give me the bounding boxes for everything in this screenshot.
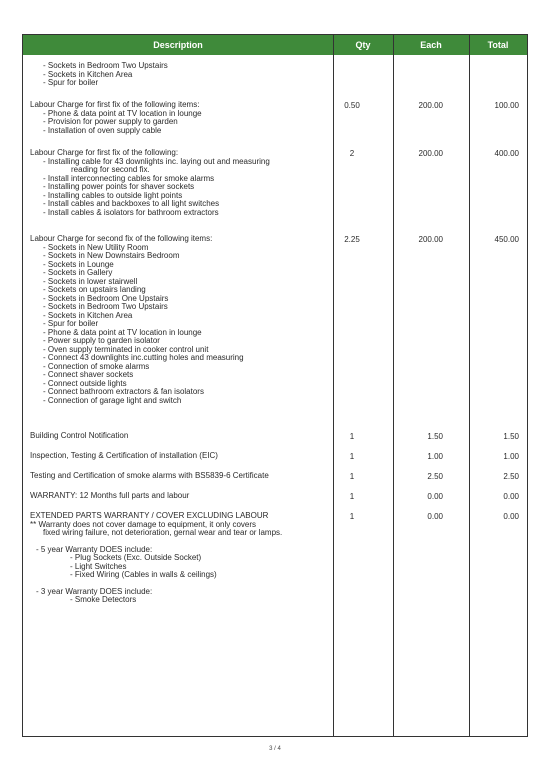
list-item: - Oven supply terminated in cooker control unit xyxy=(43,344,209,354)
row-title: Testing and Certification of smoke alarms with BS5839-6 Certificate xyxy=(30,471,269,480)
list-item: - Install interconnecting cables for smoke alarms xyxy=(43,173,215,183)
warranty-note: ** Warranty does not cover damage to equipment, it only covers xyxy=(30,519,257,529)
list-item: - Connection of smoke alarms xyxy=(43,361,150,371)
list-item: - Installing power points for shaver sockets xyxy=(43,182,195,191)
table-row xyxy=(30,512,340,605)
list-item: - Sockets in New Utility Room xyxy=(43,242,149,252)
row-each: 0.00 xyxy=(427,492,443,501)
list-item: - Phone & data point at TV location in lounge xyxy=(43,327,202,337)
list-item: - Phone & data point at TV location in lounge xyxy=(43,108,202,118)
list-item: - Sockets in Bedroom Two Upstairs xyxy=(43,302,168,311)
continued-items xyxy=(30,62,340,88)
list-item: - Install cables and backboxes to all light switches xyxy=(43,199,220,208)
header-description: Description xyxy=(153,40,203,50)
list-item: - Fixed Wiring (Cables in walls & ceilings) xyxy=(70,570,217,579)
row-total: 0.00 xyxy=(503,512,519,521)
row-qty: 1 xyxy=(349,432,355,441)
row-qty: 1 xyxy=(349,492,355,501)
warranty-three-title: - 3 year Warranty DOES include: xyxy=(36,586,153,596)
row-qty: 1 xyxy=(349,512,355,521)
list-item: - Connect 43 downlights inc.cutting holes and measuring xyxy=(43,353,244,362)
column-divider xyxy=(393,35,394,736)
row-total: 2.50 xyxy=(503,472,519,481)
list-item: - Installing cables to outside light points xyxy=(43,190,183,200)
row-qty: 1 xyxy=(349,452,355,461)
row-title: Inspection, Testing & Certification of installation (EIC) xyxy=(30,451,218,460)
row-each: 200.00 xyxy=(418,101,443,110)
list-item: - Sockets in Bedroom One Upstairs xyxy=(43,293,169,303)
list-item: - Sockets in Kitchen Area xyxy=(43,69,133,79)
row-total: 1.50 xyxy=(503,432,519,441)
page-number: 3 / 4 xyxy=(269,746,281,752)
row-each: 1.00 xyxy=(427,452,443,461)
list-item: - Spur for boiler xyxy=(43,319,99,328)
list-item: - Light Switches xyxy=(70,561,127,571)
row-title: Labour Charge for first fix of the following items: xyxy=(30,100,200,109)
row-total: 1.00 xyxy=(503,452,519,461)
table-row xyxy=(30,492,340,501)
row-title: Building Control Notification xyxy=(30,431,129,440)
row-total: 0.00 xyxy=(503,492,519,501)
table-row xyxy=(30,452,340,461)
column-divider xyxy=(469,35,470,736)
row-qty: 0.50 xyxy=(344,101,360,110)
table-row xyxy=(30,235,340,405)
list-item: - Sockets in Bedroom Two Upstairs xyxy=(43,61,168,70)
list-item: - Spur for boiler xyxy=(43,78,99,87)
row-total: 400.00 xyxy=(494,149,519,158)
list-item: - Connect outside lights xyxy=(43,378,127,388)
row-qty: 2 xyxy=(349,149,355,158)
row-title: Labour Charge for first fix of the following: xyxy=(30,148,179,157)
line-items-table xyxy=(22,34,528,737)
table-header xyxy=(23,35,527,55)
warranty-five-title: - 5 year Warranty DOES include: xyxy=(36,544,153,554)
row-each: 200.00 xyxy=(418,149,443,158)
list-item: - Connect shaver sockets xyxy=(43,370,134,379)
list-item: - Power supply to garden isolator xyxy=(43,336,160,345)
list-item: - Installing cable for 43 downlights inc. laying out and measuring xyxy=(43,156,270,166)
list-item: - Connection of garage light and switch xyxy=(43,395,182,405)
row-qty: 2.25 xyxy=(344,235,360,244)
row-title: EXTENDED PARTS WARRANTY / COVER EXCLUDING LABOUR xyxy=(30,511,269,520)
list-item: - Sockets in New Downstairs Bedroom xyxy=(43,251,180,260)
row-title: Labour Charge for second fix of the following items: xyxy=(30,234,213,243)
table-row xyxy=(30,149,340,217)
row-each: 0.00 xyxy=(427,512,443,521)
header-qty: Qty xyxy=(355,40,371,50)
row-each: 2.50 xyxy=(427,472,443,481)
list-item: - Sockets in Lounge xyxy=(43,259,114,269)
list-item: - Plug Sockets (Exc. Outside Socket) xyxy=(70,553,202,562)
list-item: - Provision for power supply to garden xyxy=(43,117,178,126)
row-total: 450.00 xyxy=(494,235,519,244)
list-item: - Sockets in Kitchen Area xyxy=(43,310,133,320)
table-row xyxy=(30,101,340,135)
row-each: 200.00 xyxy=(418,235,443,244)
list-item: - Connect bathroom extractors & fan isolators xyxy=(43,387,204,396)
list-item: - Sockets on upstairs landing xyxy=(43,285,146,294)
list-item: - Installation of oven supply cable xyxy=(43,125,162,135)
warranty-note: fixed wiring failure, not deterioration, gernal wear and tear or lamps. xyxy=(43,528,283,537)
header-total: Total xyxy=(487,40,509,50)
row-total: 100.00 xyxy=(494,101,519,110)
invoice-page xyxy=(22,34,528,737)
list-item: - Smoke Detectors xyxy=(70,595,137,604)
row-each: 1.50 xyxy=(427,432,443,441)
list-item: - Sockets in lower stairwell xyxy=(43,276,138,286)
table-row xyxy=(30,472,340,481)
row-title: WARRANTY: 12 Months full parts and labour xyxy=(30,491,190,500)
table-row xyxy=(30,432,340,441)
list-item: - Sockets in Gallery xyxy=(43,268,113,277)
list-item: reading for second fix. xyxy=(71,165,150,174)
header-each: Each xyxy=(420,40,442,50)
list-item: - Install cables & isolators for bathroom extractors xyxy=(43,207,219,217)
row-qty: 1 xyxy=(349,472,355,481)
